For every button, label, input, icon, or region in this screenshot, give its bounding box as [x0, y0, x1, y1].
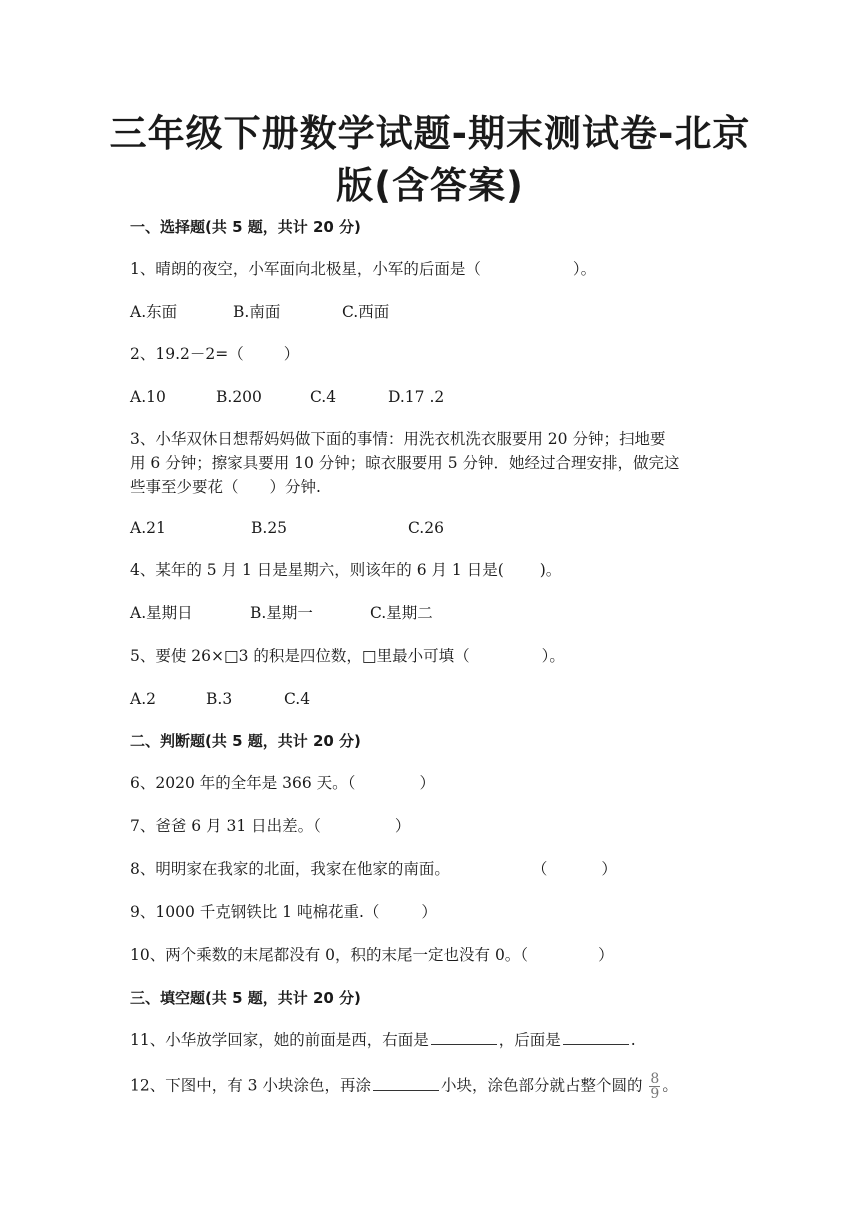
question-12-text-c: 。	[662, 1076, 678, 1095]
page-title	[90, 108, 770, 212]
question-7	[130, 814, 410, 838]
option-b: B.3	[206, 690, 233, 708]
title-line-1: 三年级下册数学试题-期末测试卷-北京	[109, 112, 751, 155]
question-4-options	[130, 601, 730, 625]
question-6	[130, 771, 435, 795]
fraction	[649, 1072, 660, 1101]
question-8-text: 8、明明家在我家的北面，我家在他家的南面。	[130, 860, 450, 878]
question-5-close: ）。	[541, 647, 565, 665]
option-c: C.星期二	[370, 604, 433, 622]
question-7-text: 7、爸爸 6 月 31 日出差。（	[130, 817, 321, 835]
question-9	[130, 900, 437, 924]
question-12-text-b: 小块，涂色部分就占整个圆的	[440, 1076, 643, 1095]
question-10-close: ）	[598, 946, 614, 964]
option-b: B.星期一	[250, 604, 313, 622]
answer-blank-back[interactable]	[563, 1028, 629, 1045]
question-11-text-c: .	[630, 1031, 636, 1049]
fraction-denominator: 9	[650, 1086, 660, 1102]
answer-blank-right[interactable]	[431, 1028, 497, 1045]
question-3-line-2: 用 6 分钟；擦家具要用 10 分钟；晾衣服要用 5 分钟．她经过合理安排，做完这	[130, 454, 680, 472]
question-11-text-a: 11、小华放学回家，她的前面是西，右面是	[130, 1031, 429, 1049]
question-12	[130, 1072, 678, 1101]
question-4: 4、某年的 5 月 1 日是星期六，则该年的 6 月 1 日是( )。	[130, 561, 562, 579]
option-a: A.21	[130, 519, 166, 537]
question-1-text: 1、晴朗的夜空，小军面向北极星，小军的后面是（	[130, 260, 481, 278]
option-c: C.西面	[342, 303, 390, 321]
question-1	[130, 257, 596, 281]
fraction-numerator: 8	[650, 1071, 660, 1087]
question-11-text-b: ，后面是	[498, 1031, 561, 1049]
question-12-text-a: 12、下图中，有 3 小块涂色，再涂	[130, 1076, 371, 1095]
question-10	[130, 943, 614, 967]
option-a: A.东面	[130, 303, 178, 321]
question-3-line-1: 3、小华双休日想帮妈妈做下面的事情：用洗衣机洗衣服要用 20 分钟；扫地要	[130, 430, 666, 448]
answer-blank[interactable]	[373, 1074, 439, 1091]
option-a: A.2	[130, 690, 156, 708]
option-b: B.25	[251, 519, 288, 537]
option-c: C.4	[284, 690, 311, 708]
option-a: A.10	[130, 388, 166, 406]
question-2-close: ）	[283, 345, 300, 363]
section-heading-judge: 二、判断题(共 5 题，共计 20 分)	[130, 732, 361, 750]
question-2-options	[130, 385, 730, 409]
question-7-close: ）	[394, 817, 411, 835]
question-8-open: （	[531, 860, 548, 878]
option-d: D.17 .2	[388, 388, 445, 406]
option-b: B.南面	[233, 303, 281, 321]
question-11	[130, 1028, 636, 1052]
question-6-close: ）	[419, 774, 435, 792]
question-10-text: 10、两个乘数的末尾都没有 0，积的末尾一定也没有 0。（	[130, 946, 529, 964]
question-2	[130, 342, 299, 366]
section-heading-fill: 三、填空题(共 5 题，共计 20 分)	[130, 989, 361, 1007]
question-8-close: ）	[601, 860, 617, 878]
question-9-text: 9、1000 千克钢铁比 1 吨棉花重.（	[130, 903, 380, 921]
option-c: C.4	[310, 388, 337, 406]
option-b: B.200	[216, 388, 262, 406]
question-1-close: ）。	[572, 260, 597, 278]
question-1-options	[130, 300, 730, 324]
question-5-options	[130, 687, 730, 711]
question-5	[130, 644, 565, 668]
section-heading-choice: 一、选择题(共 5 题，共计 20 分)	[130, 218, 361, 236]
option-a: A.星期日	[130, 604, 193, 622]
question-9-close: ）	[421, 903, 437, 921]
question-8	[130, 857, 617, 881]
question-5-text: 5、要使 26×□3 的积是四位数，□里最小可填（	[130, 647, 470, 665]
question-6-text: 6、2020 年的全年是 366 天。（	[130, 774, 356, 792]
title-line-2: 版(含答案)	[336, 164, 524, 207]
question-3-options	[130, 516, 730, 540]
question-2-text: 2、19.2－2=（	[130, 345, 244, 363]
question-3-line-3: 些事至少要花（ ）分钟.	[130, 478, 321, 496]
option-c: C.26	[408, 519, 444, 537]
